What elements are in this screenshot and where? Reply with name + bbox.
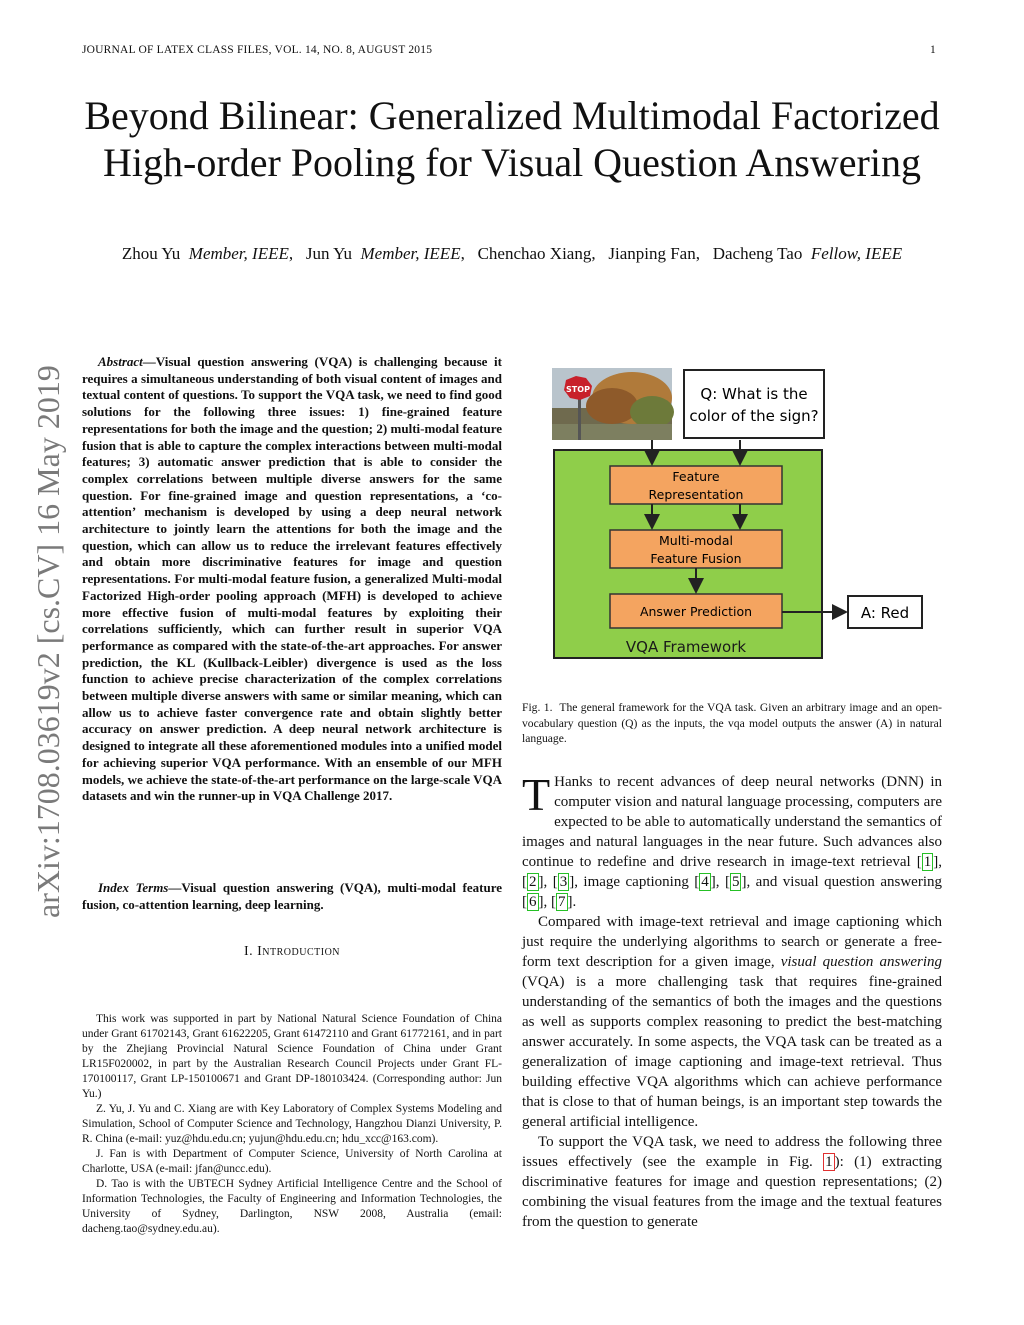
- author-name: Jun Yu: [305, 244, 352, 263]
- paragraph-text: , and visual question answering: [746, 874, 943, 890]
- paragraph: [522, 1132, 942, 1232]
- index-terms-text: Visual question answering (VQA), multi-modal feature fusion, co-attention learning, deep learning.: [82, 880, 502, 912]
- paper-title: Beyond Bilinear: Generalized Multimodal Factorized High-order Pooling for Visual Question Answering: [84, 93, 940, 185]
- question-line-2: color of the sign?: [689, 407, 819, 425]
- vqa-framework-figure: [552, 368, 924, 664]
- author-role: Member, IEEE: [360, 244, 461, 263]
- abstract: Abstract—Visual question answering (VQA) is challenging because it requires a simultaneous understanding of both visual content of images and textual content of questions. To support the VQA task, we need to find good solutions for the following three issues: 1) fine-grained feature representations for both the image and the question; 2) multi-modal feature fusion that is able to capture the complex interactions between multi-modal features; 3) automatic answer prediction that is able to consider the complex correlations between multiple diverse answers for the same question. For fine-grained image and question representations, a ‘co-attention’ mechanism is developed by using a deep neural network architecture to jointly learn the attentions for both the image and the question, which can allow us to reduce the irrelevant features effectively and obtain more discriminative features for image and question representations. For multi-modal feature fusion, a generalized Multi-modal Factorized High-order pooling approach (MFH) is developed to achieve more effective fusion of multi-modal features by exploiting their correlations sufficiently, which can further result in superior VQA performance as compared with the state-of-the-art approaches. For answer prediction, the KL (Kullback-Leibler) divergence is used as the loss function to achieve precise characterization of the complex correlations between multiple diverse answers with same or similar meaning, which can allow us to achieve faster convergence rate and obtain slightly better accuracy on answer prediction. A deep neural network architecture is designed to integrate all these aforementioned modules into a unified model for achieving superior VQA performance. With an ensemble of our MFH models, we achieve the state-of-the-art performance on the large-scale VQA datasets and win the runner-up in VQA Challenge 2017.: [82, 354, 502, 804]
- section-title: Introduction: [257, 944, 341, 959]
- citation-link[interactable]: 7: [558, 894, 566, 910]
- footnote-affiliation: J. Fan is with Department of Computer Science, University of North Carolina at Charlotte, USA (e-mail: jfan@uncc.edu).: [82, 1148, 502, 1175]
- citation-link[interactable]: 3: [559, 874, 568, 890]
- author-name: Zhou Yu: [121, 244, 181, 263]
- drop-cap: T: [522, 769, 551, 820]
- box1-line-1: Feature: [672, 469, 720, 484]
- citation-link[interactable]: 1: [923, 854, 932, 870]
- abstract-text: Visual question answering (VQA) is challenging because it requires a simultaneous understanding of both visual content of images and textual content of questions. To support the VQA task, we need to find good solutions for the following three issues: 1) fine-grained feature representations for both the image and the question; 2) multi-modal feature fusion that is able to capture the complex interactions between multi-modal features; 3) automatic answer prediction that is able to consider the complex correlations between multiple diverse answers for the same question. For fine-grained image and question representations, a ‘co-attention’ mechanism is developed by using a deep neural network architecture to jointly learn the attentions for both the image and the question, which can allow us to reduce the irrelevant features effectively and obtain more discriminative features for image and question representations. For multi-modal feature fusion, a generalized Multi-modal Factorized High-order pooling approach (MFH) is developed to achieve more effective fusion of multi-modal features by exploiting their correlations sufficiently, which can further result in superior VQA performance as compared with the state-of-the-art approaches. For answer prediction, the KL (Kullback-Leibler) divergence is used as the loss function to achieve precise characterization of the complex correlations between multiple diverse answers with same or similar meaning, which can allow us to achieve faster convergence rate and obtain slightly better accuracy on answer prediction. A deep neural network architecture is designed to integrate all these aforementioned modules into a unified model for achieving superior VQA performance. With an ensemble of our MFH models, we achieve the state-of-the-art performance on the large-scale VQA datasets and win the runner-up in VQA Challenge 2017.: [82, 354, 502, 804]
- emphasis: visual question answering: [780, 954, 942, 970]
- index-terms: Index Terms—Visual question answering (VQA), multi-modal feature fusion, co-attention learning, deep learning.: [82, 880, 502, 912]
- footnotes: [82, 1012, 502, 1237]
- paragraph-text: To support the VQA task, we need to address the following three issues effectively (see the example in Fig.: [522, 1134, 942, 1170]
- section-heading: [82, 944, 502, 960]
- question-box: [684, 370, 824, 438]
- paragraph: T Hanks to recent advances of deep neural networks (DNN) in computer vision and natural language processing, computers are expected to be able to automatically understand the semantics of images and natural languages in the near future. Such advances also continue to redefine and drive research in image-text retrieval [ 1 ], [ 2 ], [ 3 ], image captioning [ 4 ], [ 5 ], and visual question answering [ 6 ], [ 7 ].: [522, 769, 943, 910]
- author-name: Dacheng Tao: [712, 244, 803, 263]
- index-terms-label: Index Terms: [98, 880, 169, 895]
- introduction-body: [522, 769, 943, 1232]
- author-role: Fellow, IEEE: [810, 244, 903, 263]
- citation-link[interactable]: 6: [529, 894, 537, 910]
- author-name: Jianping Fan: [608, 244, 696, 263]
- citation-link[interactable]: 5: [731, 874, 740, 890]
- paragraph-text: Compared with image-text retrieval and image captioning which just require the underlying algorithms to search or generate a free-form text description for a given image,: [522, 914, 942, 970]
- caption-label: Fig. 1.: [522, 701, 553, 714]
- box2-line-2: Feature Fusion: [650, 551, 742, 566]
- figure-caption: [522, 700, 942, 747]
- box1-line-2: Representation: [648, 487, 744, 502]
- figure-reference-link[interactable]: 1: [825, 1154, 833, 1170]
- page-number: 1: [930, 44, 936, 56]
- abstract-label: Abstract: [98, 354, 143, 369]
- running-header: JOURNAL OF LATEX CLASS FILES, VOL. 14, NO. 8, AUGUST 2015: [82, 44, 433, 56]
- box2-line-1: Multi-modal: [659, 533, 733, 548]
- stop-sign-text: STOP: [566, 385, 590, 394]
- citation-link[interactable]: 4: [701, 874, 709, 890]
- footnote-affiliation: D. Tao is with the UBTECH Sydney Artificial Intelligence Centre and the School of Information Technologies, the Faculty of Engineering and Information Technologies, the University of Sydney, Darlington, NSW 2008, Australia (email: dacheng.tao@sydney.edu.au).: [82, 1178, 502, 1235]
- author-list: Zhou Yu Member, IEEE, Jun Yu Member, IEEE, Chenchao Xiang, Jianping Fan, Dacheng Tao Fellow, IEEE: [121, 244, 903, 263]
- paragraph-text: (VQA) is a more challenging task that requires fine-grained understanding of the semantics of both the images and the questions as well as supports complex reasoning to predict the best-matching answer accurately. In some aspects, the VQA task can be treated as a generalization of image captioning and image-text retrieval. Thus building effective VQA algorithms which can achieve performance that is close to that of human beings, is an important step towards the general artificial intelligence.: [522, 974, 942, 1130]
- question-line-1: Q: What is the: [700, 385, 808, 403]
- section-number: I.: [243, 944, 254, 959]
- paragraph-text: Hanks to recent advances of deep neural networks (DNN) in computer vision and natural language processing, computers are expected to be able to automatically understand the semantics of images and natural languages in the near future. Such advances also continue to redefine and drive research in image-text retrieval: [522, 774, 942, 870]
- paragraph-text: , image captioning: [574, 874, 695, 890]
- arxiv-identifier: arXiv:1708.03619v2 [cs.CV] 16 May 2019: [30, 365, 66, 919]
- footnote-funding: This work was supported in part by National Natural Science Foundation of China under Grant 61702143, Grant 61622205, Grant 61472110 and Grant 61772161, and in part by the Zhejiang Provincial Natural Science Foundation of China under Grant LR15F020002, in part by the Australian Research Council Projects under Grant FL-170100117, Grant LP-150100671 and Grant DP-180103424. (Corresponding author: Jun Yu.): [82, 1013, 502, 1100]
- paragraph: [522, 912, 942, 1132]
- box3-label: Answer Prediction: [639, 604, 753, 619]
- citation-link[interactable]: 2: [529, 874, 537, 890]
- answer-label: A: Red: [860, 604, 910, 622]
- photo-image: [552, 368, 674, 440]
- caption-text: The general framework for the VQA task. Given an arbitrary image and an open-vocabulary question (Q) as the inputs, the vqa model outputs the answer (A) in natural language.: [522, 701, 943, 745]
- footnote-affiliation: Z. Yu, J. Yu and C. Xiang are with Key Laboratory of Complex Systems Modeling and Simulation, School of Computer Science and Technology, Hangzhou Dianzi University, P. R. China (e-mail: yuz@hdu.edu.cn; yujun@hdu.edu.cn; hdu_xcc@163.com).: [82, 1103, 502, 1145]
- author-name: Chenchao Xiang: [477, 244, 592, 263]
- paragraph-text: ): (1) extracting discriminative features for image and question representations; (2) combining the visual features from the image and the textual features from the question to generate: [522, 1154, 943, 1230]
- framework-label: VQA Framework: [625, 638, 747, 656]
- author-role: Member, IEEE: [188, 244, 289, 263]
